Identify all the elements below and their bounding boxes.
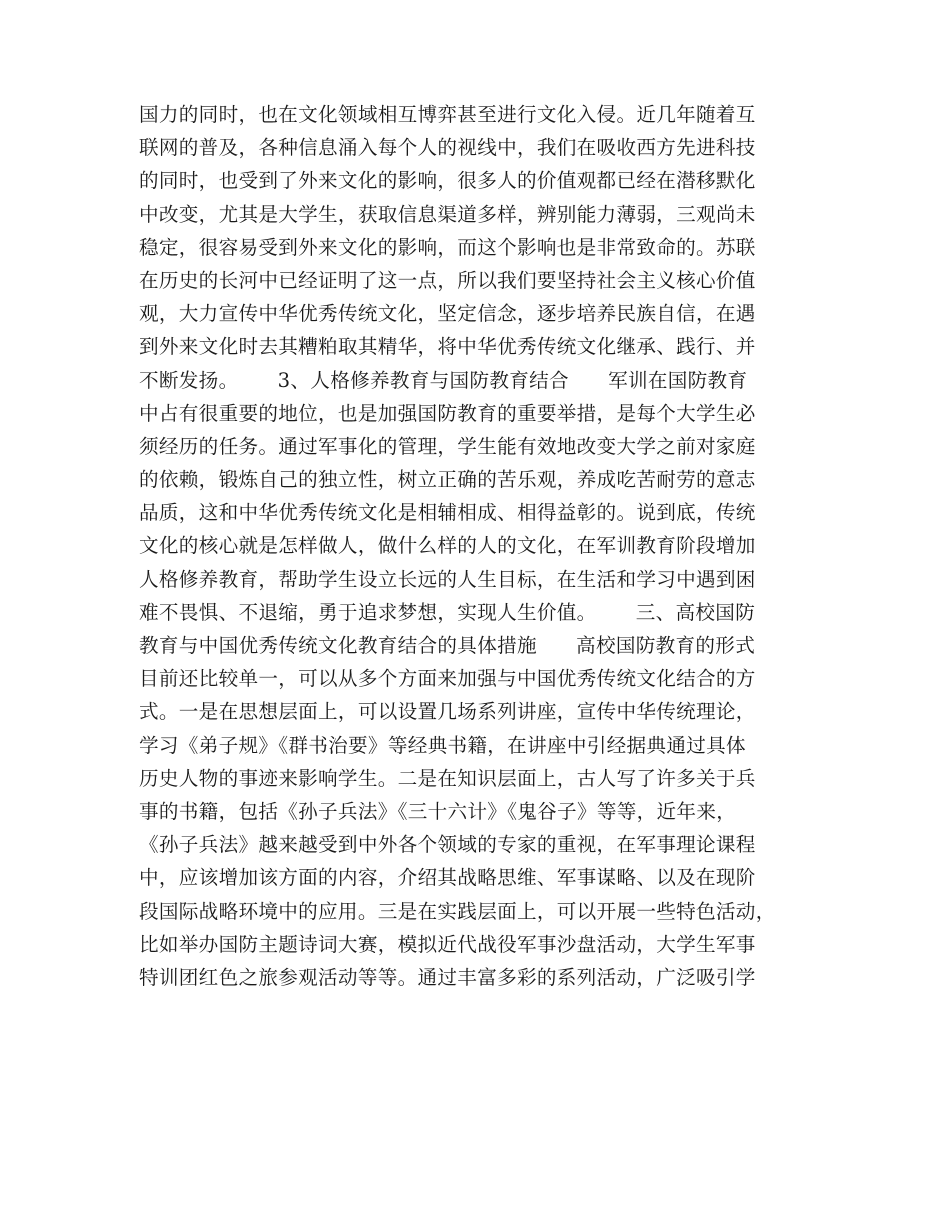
text-line: 特训团红色之旅参观活动等等。通过丰富多彩的系列活动，广泛吸引学 (139, 965, 756, 989)
text-line: 稳定，很容易受到外来文化的影响，而这个影响也是非常致命的。苏联 (139, 235, 756, 259)
text-line: 须经历的任务。通过军事化的管理，学生能有效地改变大学之前对家庭 (139, 434, 756, 458)
text-line: 文化的核心就是怎样做人，做什么样的人的文化，在军训教育阶段增加 (139, 534, 756, 558)
text-line: 事的书籍，包括《孙子兵法》《三十六计》《鬼谷子》等等，近年来， (139, 799, 737, 823)
body-text (139, 98, 829, 994)
text-line: 中改变，尤其是大学生，获取信息渠道多样，辨别能力薄弱，三观尚未 (139, 202, 756, 226)
text-line: 目前还比较单一，可以从多个方面来加强与中国优秀传统文化结合的方 (139, 667, 756, 691)
text-line: 的同时，也受到了外来文化的影响，很多人的价值观都已经在潜移默化 (139, 169, 756, 193)
text-line: 教育与中国优秀传统文化教育结合的具体措施 高校国防教育的形式 (139, 634, 756, 657)
text-line: 的依赖，锻炼自己的独立性，树立正确的苦乐观，养成吃苦耐劳的意志 (139, 468, 756, 492)
text-line: 到外来文化时去其糟粕取其精华，将中华优秀传统文化继承、践行、并 (139, 335, 756, 359)
text-line: 比如举办国防主题诗词大赛，模拟近代战役军事沙盘活动，大学生军事 (139, 932, 756, 956)
text-line: 中，应该增加该方面的内容，介绍其战略思维、军事谋略、以及在现阶 (139, 866, 756, 890)
text-line: 中占有很重要的地位，也是加强国防教育的重要举措，是每个大学生必 (139, 401, 756, 425)
text-line: 品质，这和中华优秀传统文化是相辅相成、相得益彰的。说到底，传统 (139, 501, 756, 525)
text-line: 历史人物的事迹来影响学生。二是在知识层面上，古人写了许多关于兵 (139, 766, 756, 790)
text-line: 式。一是在思想层面上，可以设置几场系列讲座，宣传中华传统理论， (139, 700, 756, 724)
text-line: 联网的普及，各种信息涌入每个人的视线中，我们在吸收西方先进科技 (139, 136, 756, 160)
text-line: 难不畏惧、不退缩，勇于追求梦想，实现人生价值。 三、高校国防 (139, 600, 756, 624)
text-line: 国力的同时，也在文化领域相互博弈甚至进行文化入侵。近几年随着互 (139, 103, 756, 126)
text-line: 学习《弟子规》《群书治要》等经典书籍，在讲座中引经据典通过具体 (139, 733, 746, 757)
text-line: 在历史的长河中已经证明了这一点，所以我们要坚持社会主义核心价值 (139, 268, 756, 292)
text-line: 不断发扬。 3、人格修养教育与国防教育结合 军训在国防教育 (139, 368, 748, 392)
text-line: 观，大力宣传中华优秀传统文化，坚定信念，逐步培养民族自信，在遇 (139, 302, 756, 326)
text-line: 《孙子兵法》越来越受到中外各个领域的专家的重视，在军事理论课程 (139, 833, 756, 857)
text-line: 段国际战略环境中的应用。三是在实践层面上，可以开展一些特色活动， (139, 899, 776, 923)
text-line: 人格修养教育，帮助学生设立长远的人生目标，在生活和学习中遇到困 (139, 567, 756, 591)
